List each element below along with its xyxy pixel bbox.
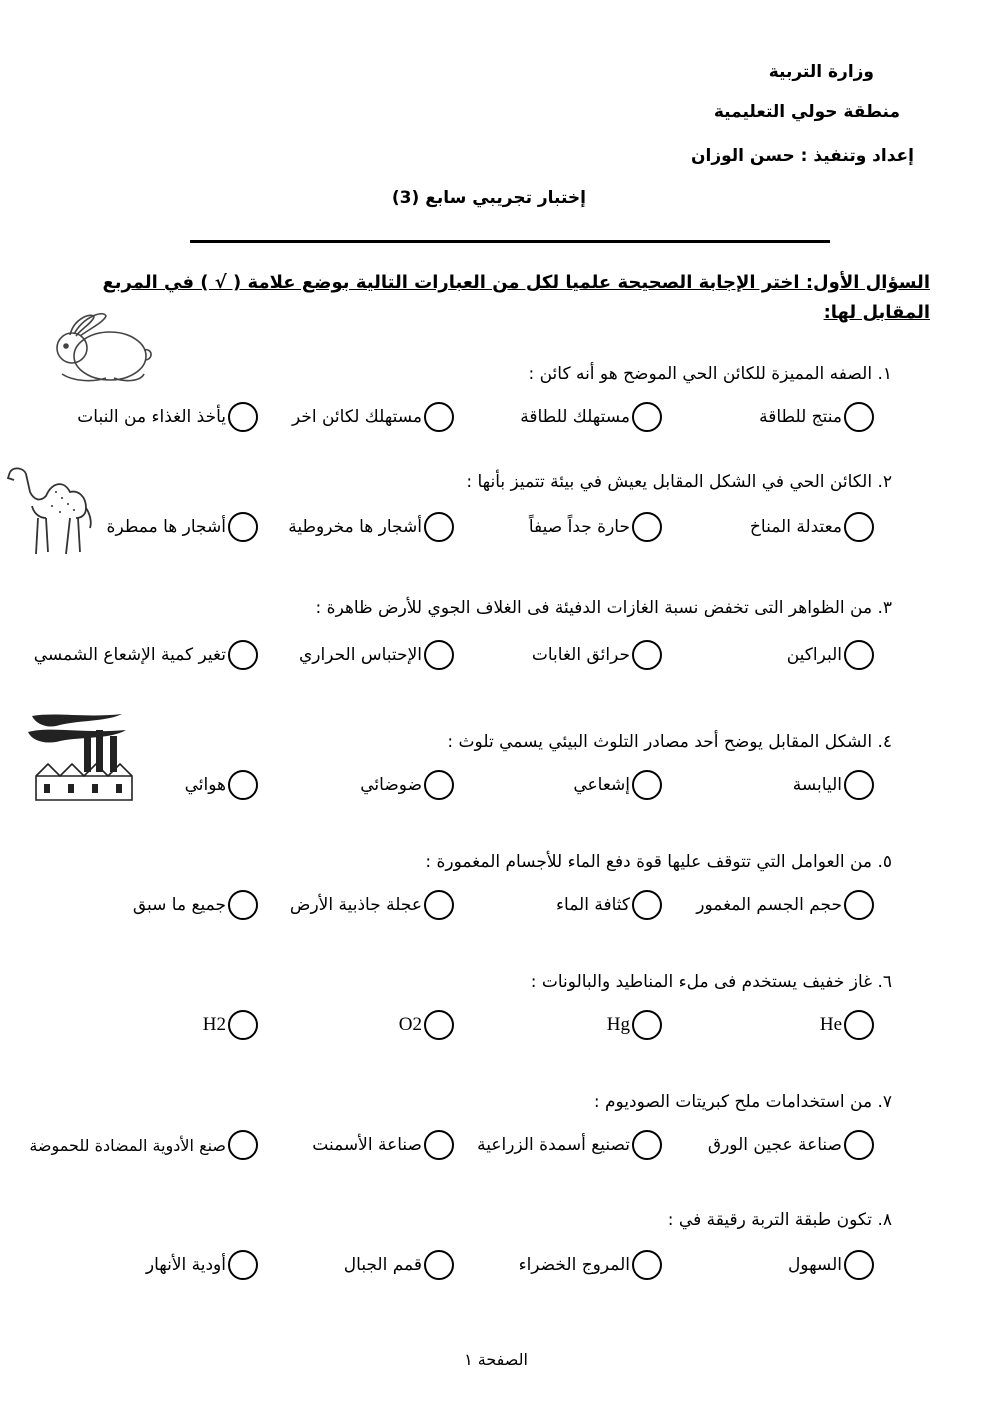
answer-circle[interactable] [844,402,874,432]
question-8: ٨. تكون طبقة التربة رقيقة في : [667,1210,892,1230]
q7-option-a[interactable]: صناعة عجين الورق [708,1128,874,1162]
q2-option-a[interactable]: معتدلة المناخ [750,510,874,544]
answer-circle[interactable] [424,1130,454,1160]
q5-option-c[interactable]: عجلة جاذبية الأرض [290,888,454,922]
question-4: ٤. الشكل المقابل يوضح أحد مصادر التلوث البيئي يسمي تلوث : [447,732,892,752]
factory-pollution-icon [26,712,146,804]
answer-circle[interactable] [632,402,662,432]
question-2: ٢. الكائن الحي في الشكل المقابل يعيش في بيئة تتميز بأنها : [466,472,892,492]
q1-option-c[interactable]: مستهلك لكائن اخر [292,400,454,434]
answer-circle[interactable] [632,890,662,920]
question-1: ١. الصفه المميزة للكائن الحي الموضح هو أنه كائن : [528,364,892,384]
question-6: ٦. غاز خفيف يستخدم فى ملء المناطيد والبالونات : [530,972,892,992]
page-number: الصفحة ١ [464,1350,528,1369]
q3-option-b[interactable]: حرائق الغابات [532,638,662,672]
author-line: إعداد وتنفيذ : حسن الوزان [690,146,914,166]
q6-option-d[interactable]: H2 [203,1008,258,1042]
answer-circle[interactable] [632,1010,662,1040]
rabbit-icon [44,308,156,386]
answer-circle[interactable] [424,1010,454,1040]
answer-circle[interactable] [844,770,874,800]
q8-option-a[interactable]: السهول [788,1248,874,1282]
answer-circle[interactable] [632,640,662,670]
q7-option-b[interactable]: تصنيع أسمدة الزراعية [477,1128,662,1162]
answer-circle[interactable] [228,770,258,800]
answer-circle[interactable] [228,640,258,670]
q8-option-b[interactable]: المروج الخضراء [519,1248,662,1282]
answer-circle[interactable] [424,890,454,920]
q3-option-d[interactable]: تغير كمية الإشعاع الشمسي [34,638,258,672]
answer-circle[interactable] [844,640,874,670]
q1-option-b[interactable]: مستهلك للطاقة [520,400,662,434]
q3-option-a[interactable]: البراكين [787,638,874,672]
question-7: ٧. من استخدامات ملح كبريتات الصوديوم : [593,1092,892,1112]
answer-circle[interactable] [844,1130,874,1160]
q7-option-d[interactable]: صنع الأدوية المضادة للحموضة [29,1128,258,1162]
district-name: منطقة حولي التعليمية [713,102,900,122]
q6-option-b[interactable]: Hg [607,1008,662,1042]
q4-option-c[interactable]: ضوضائي [360,768,454,802]
exam-title: إختبار تجريبي سابع (3) [391,188,586,208]
answer-circle[interactable] [228,402,258,432]
q2-option-b[interactable]: حارة جداً صيفاً [529,510,662,544]
answer-circle[interactable] [228,1010,258,1040]
q6-option-a[interactable]: He [820,1008,874,1042]
answer-circle[interactable] [844,512,874,542]
answer-circle[interactable] [844,1010,874,1040]
q3-option-c[interactable]: الإحتباس الحراري [299,638,454,672]
answer-circle[interactable] [632,770,662,800]
q8-option-c[interactable]: قمم الجبال [344,1248,454,1282]
answer-circle[interactable] [632,1130,662,1160]
q4-option-b[interactable]: إشعاعي [573,768,662,802]
q5-option-d[interactable]: جميع ما سبق [133,888,258,922]
answer-circle[interactable] [424,512,454,542]
q2-option-d[interactable]: أشجار ها ممطرة [107,510,258,544]
section-title: السؤال الأول: اختر الإجابة الصحيحة علميا لكل من العبارات التالية بوضع علامة ( √ ) في المربع المقابل لها: [102,272,930,323]
answer-circle[interactable] [228,512,258,542]
q5-option-b[interactable]: كثافة الماء [556,888,662,922]
answer-circle[interactable] [424,640,454,670]
q7-option-c[interactable]: صناعة الأسمنت [312,1128,454,1162]
answer-circle[interactable] [424,770,454,800]
q6-option-c[interactable]: O2 [399,1008,454,1042]
answer-circle[interactable] [632,512,662,542]
q2-option-c[interactable]: أشجار ها مخروطية [288,510,454,544]
answer-circle[interactable] [632,1250,662,1280]
ministry-name: وزارة التربية [768,62,874,82]
q1-option-d[interactable]: يأخذ الغذاء من النبات [77,400,258,434]
answer-circle[interactable] [228,1130,258,1160]
header-divider [190,240,830,243]
answer-circle[interactable] [844,890,874,920]
q5-option-a[interactable]: حجم الجسم المغمور [696,888,874,922]
answer-circle[interactable] [844,1250,874,1280]
answer-circle[interactable] [424,402,454,432]
q4-option-d[interactable]: هوائي [185,768,258,802]
answer-circle[interactable] [228,890,258,920]
q1-option-a[interactable]: منتج للطاقة [759,400,874,434]
q8-option-d[interactable]: أودية الأنهار [146,1248,258,1282]
q4-option-a[interactable]: اليابسة [793,768,874,802]
camel-icon [6,462,94,558]
question-3: ٣. من الظواهر التى تخفض نسبة الغازات الدفيئة فى الغلاف الجوي للأرض ظاهرة : [315,598,892,618]
question-5: ٥. من العوامل التي تتوقف عليها قوة دفع الماء للأجسام المغمورة : [425,852,892,872]
answer-circle[interactable] [228,1250,258,1280]
answer-circle[interactable] [424,1250,454,1280]
